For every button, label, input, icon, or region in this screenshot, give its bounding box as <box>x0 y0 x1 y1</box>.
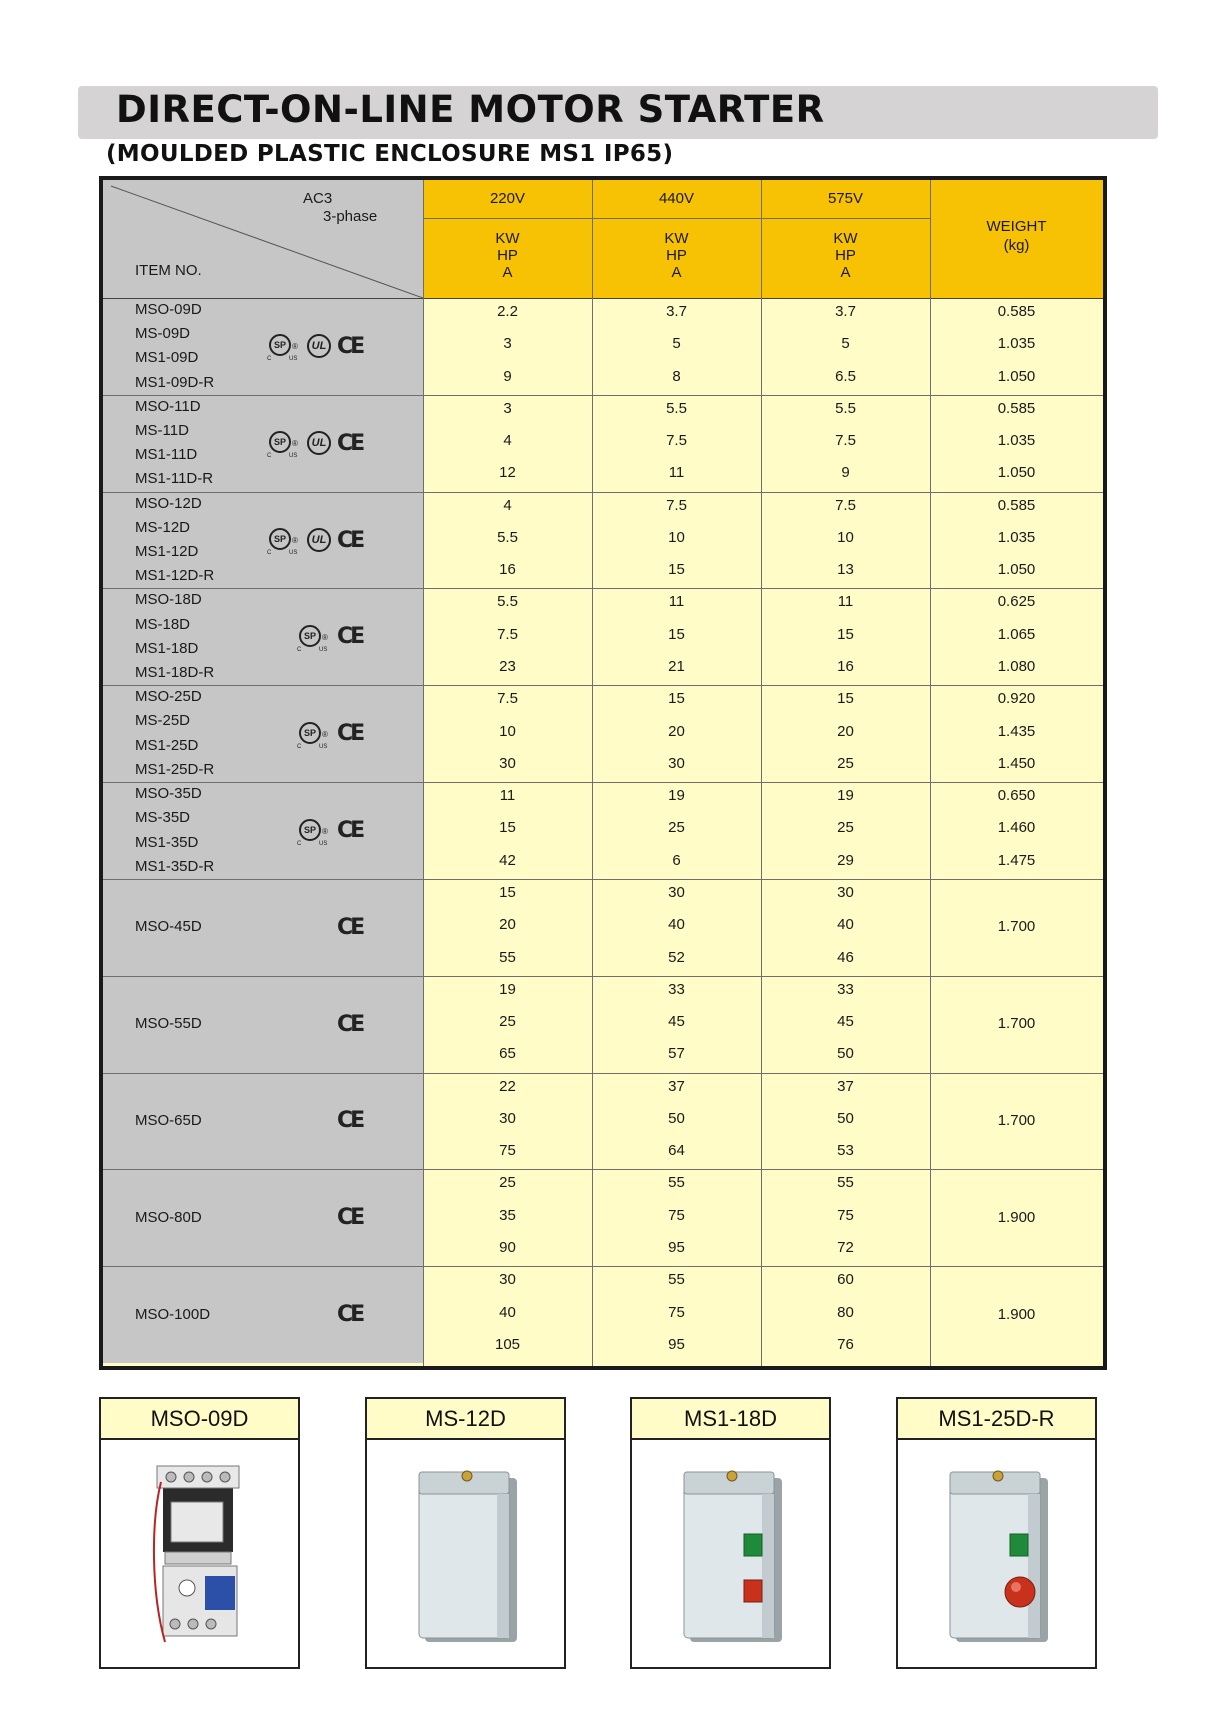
weight-value: 1.050 <box>997 367 1036 385</box>
unit-header-2 <box>761 218 930 298</box>
group-divider <box>103 879 1103 880</box>
rating-value: 30 <box>499 1109 516 1127</box>
rating-value: 64 <box>668 1142 685 1160</box>
rating-value: 50 <box>837 1045 854 1063</box>
ce-cert-icon: CE <box>337 1205 363 1231</box>
csa-c-mark: C <box>297 646 302 653</box>
rating-value: 21 <box>668 658 685 676</box>
item-number: MS-35D <box>135 809 191 827</box>
group-divider <box>103 1169 1103 1170</box>
relay-dial <box>179 1580 195 1596</box>
csa-cert-icon <box>267 526 301 557</box>
rating-value: 65 <box>499 1045 516 1063</box>
weight-header-label: WEIGHT <box>986 218 1047 235</box>
ce-cert-icon: CE <box>337 333 363 359</box>
rating-value: 13 <box>837 561 854 579</box>
weight-value: 1.450 <box>997 754 1036 772</box>
enclosure-body <box>419 1472 509 1638</box>
rating-value: 3 <box>503 335 512 353</box>
unit-label-kw: KW <box>495 230 520 247</box>
csa-cert-icon <box>297 623 331 651</box>
rating-value: 20 <box>668 722 685 740</box>
item-number: MSO-18D <box>135 591 202 609</box>
item-number: MSO-100D <box>135 1305 211 1323</box>
weight-value: 1.900 <box>997 1208 1036 1226</box>
rating-value: 8 <box>672 367 681 385</box>
cert-marks <box>297 623 362 651</box>
rating-value: 80 <box>837 1303 854 1321</box>
rating-value: 53 <box>837 1142 854 1160</box>
item-number: MS-25D <box>135 712 191 730</box>
rating-value: 3.7 <box>835 303 856 320</box>
rating-value: 52 <box>668 948 685 966</box>
rating-value: 6.5 <box>835 367 856 385</box>
ul-cert-icon: UL <box>307 431 331 455</box>
rating-value: 75 <box>837 1206 854 1224</box>
cert-marks <box>297 720 362 748</box>
cert-marks <box>267 429 363 460</box>
item-number: MS1-11D <box>135 446 198 464</box>
cert-marks <box>267 526 363 557</box>
cert-marks <box>267 332 363 363</box>
csa-cert-icon <box>297 720 331 748</box>
csa-registered-mark: ® <box>322 729 328 739</box>
cert-marks <box>337 1204 362 1232</box>
csa-c-mark: C <box>267 356 272 363</box>
rating-value: 60 <box>837 1271 854 1289</box>
item-number: MSO-45D <box>135 918 202 936</box>
ce-cert-icon: CE <box>337 1011 363 1037</box>
rating-value: 7.5 <box>666 496 687 514</box>
ce-cert-icon: CE <box>337 430 363 456</box>
rating-value: 11 <box>499 787 516 805</box>
csa-c-mark: C <box>297 840 302 847</box>
page-subtitle: (MOULDED PLASTIC ENCLOSURE MS1 IP65) <box>106 141 674 167</box>
terminal-screw <box>206 1619 216 1629</box>
item-number: MSO-65D <box>135 1111 202 1129</box>
rating-value: 30 <box>668 883 685 901</box>
item-number: MSO-80D <box>135 1208 202 1226</box>
csa-cert-icon <box>267 332 301 363</box>
rating-value: 4 <box>503 432 512 450</box>
csa-ring: SP <box>269 528 291 550</box>
rating-value: 76 <box>837 1335 854 1353</box>
column-divider <box>761 180 762 1366</box>
group-divider <box>103 782 1103 783</box>
rating-value: 40 <box>499 1303 516 1321</box>
csa-cert-icon <box>267 429 301 460</box>
rating-value: 19 <box>668 787 685 805</box>
header-ac3-label: AC3 <box>303 190 333 207</box>
cert-marks <box>337 1301 362 1329</box>
voltage-label: 220V <box>489 190 526 207</box>
csa-us-mark: US <box>289 550 298 557</box>
group-divider <box>103 976 1103 977</box>
rating-value: 5 <box>672 335 681 353</box>
rating-value: 15 <box>837 690 854 708</box>
rating-value: 25 <box>837 754 854 772</box>
weight-value: 1.460 <box>997 819 1036 837</box>
rating-value: 15 <box>668 561 685 579</box>
rating-value: 29 <box>837 851 854 869</box>
weight-value: 0.585 <box>997 496 1036 514</box>
group-divider <box>103 1266 1103 1267</box>
voltage-label: 575V <box>827 190 864 207</box>
item-number: MS1-09D-R <box>135 373 215 391</box>
mounting-rail <box>165 1552 231 1564</box>
csa-c-mark: C <box>267 550 272 557</box>
rating-value: 57 <box>668 1045 685 1063</box>
weight-unit-label: (kg) <box>1003 237 1030 254</box>
rating-value: 55 <box>837 1174 854 1192</box>
weight-value: 1.700 <box>997 1111 1036 1129</box>
product-image <box>101 1442 298 1667</box>
unit-label-a: A <box>671 264 682 281</box>
item-number: MSO-35D <box>135 785 202 803</box>
voltage-label: 440V <box>658 190 695 207</box>
unit-header-0 <box>423 218 592 298</box>
item-number: MSO-55D <box>135 1015 202 1033</box>
group-divider <box>103 395 1103 396</box>
cover-screw <box>462 1471 472 1481</box>
product-label: MSO-09D <box>101 1399 298 1440</box>
rating-value: 75 <box>499 1142 516 1160</box>
rating-value: 30 <box>499 1271 516 1289</box>
rating-value: 11 <box>668 464 685 482</box>
weight-value: 1.050 <box>997 561 1036 579</box>
item-number: MSO-25D <box>135 688 202 706</box>
column-divider <box>423 180 424 1366</box>
rating-value: 5.5 <box>835 399 856 417</box>
ce-cert-icon: CE <box>337 914 363 940</box>
terminal-screw <box>166 1472 176 1482</box>
csa-cert-icon <box>297 817 331 845</box>
rating-value: 75 <box>668 1206 685 1224</box>
rating-value: 55 <box>668 1271 685 1289</box>
product-panel <box>630 1397 831 1669</box>
ce-cert-icon: CE <box>337 624 363 650</box>
product-image <box>632 1442 829 1667</box>
item-number: MS1-09D <box>135 349 199 367</box>
rating-value: 55 <box>499 948 516 966</box>
csa-us-mark: US <box>319 743 328 750</box>
cert-marks <box>297 817 362 845</box>
csa-us-mark: US <box>319 646 328 653</box>
rating-value: 20 <box>499 916 516 934</box>
enclosure-side <box>1028 1494 1040 1638</box>
csa-ring: SP <box>299 722 321 744</box>
product-label: MS1-18D <box>632 1399 829 1440</box>
cert-marks <box>337 1010 362 1038</box>
enclosure-side <box>497 1494 509 1638</box>
rating-value: 37 <box>837 1077 854 1095</box>
ce-cert-icon: CE <box>337 818 363 843</box>
ul-cert-icon: UL <box>307 334 331 358</box>
weight-value: 1.035 <box>997 335 1036 353</box>
rating-value: 3.7 <box>666 303 687 320</box>
cover-screw <box>993 1471 1003 1481</box>
csa-ring: SP <box>269 334 291 356</box>
relay-dial-panel <box>205 1576 235 1610</box>
unit-label-kw: KW <box>664 230 689 247</box>
product-panel <box>99 1397 300 1669</box>
csa-c-mark: C <box>267 453 272 460</box>
rating-value: 15 <box>837 625 854 643</box>
ce-cert-icon: CE <box>337 721 363 747</box>
rating-value: 50 <box>668 1109 685 1127</box>
unit-label-a: A <box>502 264 513 281</box>
product-panel <box>365 1397 566 1669</box>
rating-value: 15 <box>668 625 685 643</box>
rating-value: 33 <box>837 980 854 998</box>
stop-button <box>744 1580 762 1602</box>
rating-value: 25 <box>499 1174 516 1192</box>
rating-value: 15 <box>499 883 516 901</box>
rating-value: 50 <box>837 1109 854 1127</box>
unit-label-hp: HP <box>497 247 518 264</box>
terminal-screw <box>188 1619 198 1629</box>
rating-value: 30 <box>668 754 685 772</box>
rating-value: 40 <box>668 916 685 934</box>
rating-value: 5.5 <box>497 528 518 546</box>
weight-value: 0.650 <box>997 787 1036 805</box>
weight-value: 1.065 <box>997 625 1036 643</box>
rating-value: 16 <box>837 658 854 676</box>
csa-c-mark: C <box>297 743 302 750</box>
rating-value: 3 <box>503 399 512 417</box>
header-divider <box>423 218 930 219</box>
start-button <box>1010 1534 1028 1556</box>
rating-value: 40 <box>837 916 854 934</box>
unit-label-hp: HP <box>835 247 856 264</box>
rating-value: 46 <box>837 948 854 966</box>
csa-registered-mark: ® <box>322 632 328 642</box>
item-number: MS1-35D <box>135 833 199 851</box>
rating-value: 11 <box>837 593 854 611</box>
rating-value: 7.5 <box>835 432 856 450</box>
rating-value: 9 <box>503 367 512 385</box>
rating-value: 55 <box>668 1174 685 1192</box>
product-panel <box>896 1397 1097 1669</box>
rating-value: 33 <box>668 980 685 998</box>
product-image <box>367 1442 564 1667</box>
start-button <box>744 1534 762 1556</box>
csa-registered-mark: ® <box>292 439 298 449</box>
rating-value: 20 <box>837 722 854 740</box>
ce-cert-icon: CE <box>337 527 363 553</box>
rating-value: 25 <box>837 819 854 837</box>
weight-value: 1.700 <box>997 1015 1036 1033</box>
weight-value: 1.700 <box>997 918 1036 936</box>
rating-value: 10 <box>668 528 685 546</box>
item-number: MS1-11D-R <box>135 470 214 488</box>
rating-value: 11 <box>668 593 685 611</box>
rating-value: 19 <box>499 980 516 998</box>
header-corner <box>103 180 423 298</box>
ce-cert-icon: CE <box>337 1302 363 1328</box>
unit-label-hp: HP <box>666 247 687 264</box>
product-label: MS1-25D-R <box>898 1399 1095 1440</box>
terminal-screw <box>202 1472 212 1482</box>
group-divider <box>103 492 1103 493</box>
item-number: MS-11D <box>135 422 189 440</box>
weight-value: 0.585 <box>997 399 1036 417</box>
rating-value: 25 <box>668 819 685 837</box>
rating-value: 72 <box>837 1238 854 1256</box>
column-divider <box>930 180 931 1366</box>
rating-value: 2.2 <box>497 303 518 320</box>
rating-value: 7.5 <box>497 690 518 708</box>
terminal-screw <box>184 1472 194 1482</box>
header-diagonal <box>103 180 423 298</box>
rating-value: 23 <box>499 658 516 676</box>
rating-value: 5.5 <box>666 399 687 417</box>
item-number: MS1-18D-R <box>135 664 215 682</box>
header-item-label: ITEM NO. <box>135 262 202 279</box>
item-number: MSO-09D <box>135 301 202 318</box>
rating-value: 105 <box>494 1335 521 1353</box>
rating-value: 75 <box>668 1303 685 1321</box>
weight-value: 1.900 <box>997 1305 1036 1323</box>
group-divider <box>103 588 1103 589</box>
csa-registered-mark: ® <box>322 826 328 836</box>
cert-marks <box>337 1107 362 1135</box>
ce-cert-icon: CE <box>337 1108 363 1134</box>
header-bottom-divider <box>103 298 1103 299</box>
voltage-header-1 <box>592 180 761 218</box>
weight-value: 0.585 <box>997 303 1036 320</box>
rating-value: 15 <box>499 819 516 837</box>
rating-value: 30 <box>837 883 854 901</box>
terminal-screw <box>170 1619 180 1629</box>
unit-header-1 <box>592 218 761 298</box>
item-number: MS-09D <box>135 325 191 343</box>
item-number: MS1-35D-R <box>135 857 215 875</box>
rating-value: 30 <box>499 754 516 772</box>
csa-registered-mark: ® <box>292 342 298 352</box>
weight-header <box>930 180 1103 298</box>
weight-value: 1.050 <box>997 464 1036 482</box>
rating-value: 7.5 <box>497 625 518 643</box>
rating-value: 19 <box>837 787 854 805</box>
enclosure-side <box>762 1494 774 1638</box>
rating-value: 7.5 <box>835 496 856 514</box>
group-divider <box>103 685 1103 686</box>
csa-ring: SP <box>269 431 291 453</box>
column-divider <box>592 180 593 1366</box>
csa-us-mark: US <box>289 356 298 363</box>
item-number: MS1-12D-R <box>135 567 215 585</box>
weight-value: 1.080 <box>997 658 1036 676</box>
ul-cert-icon: UL <box>307 528 331 552</box>
rating-value: 95 <box>668 1335 685 1353</box>
item-number: MS1-18D <box>135 639 199 657</box>
rating-value: 5 <box>841 335 850 353</box>
header-phase-label: 3-phase <box>323 208 378 225</box>
weight-value: 1.435 <box>997 722 1036 740</box>
unit-label-a: A <box>840 264 851 281</box>
voltage-header-0 <box>423 180 592 218</box>
csa-ring: SP <box>299 819 321 841</box>
rating-value: 4 <box>503 496 512 514</box>
rating-value: 22 <box>499 1077 516 1095</box>
weight-value: 0.625 <box>997 593 1036 611</box>
rating-value: 12 <box>499 464 516 482</box>
spec-table <box>99 176 1107 1370</box>
page-title: DIRECT-ON-LINE MOTOR STARTER <box>116 88 825 131</box>
item-number: MS1-25D <box>135 736 199 754</box>
item-number: MS-18D <box>135 615 191 633</box>
rating-value: 16 <box>499 561 516 579</box>
rating-value: 45 <box>668 1013 685 1031</box>
rating-value: 15 <box>668 690 685 708</box>
rating-value: 42 <box>499 851 516 869</box>
header-diagonal-line <box>111 186 423 298</box>
terminal-screw <box>220 1472 230 1482</box>
item-number: MS-12D <box>135 518 191 536</box>
rating-value: 95 <box>668 1238 685 1256</box>
contactor-face <box>171 1502 223 1542</box>
weight-value: 1.035 <box>997 432 1036 450</box>
product-label: MS-12D <box>367 1399 564 1440</box>
weight-value: 1.035 <box>997 528 1036 546</box>
csa-us-mark: US <box>289 453 298 460</box>
weight-value: 0.920 <box>997 690 1036 708</box>
emergency-stop-button <box>1005 1577 1035 1607</box>
voltage-header-2 <box>761 180 930 218</box>
emergency-stop-highlight <box>1011 1582 1021 1592</box>
weight-value: 1.475 <box>997 851 1036 869</box>
product-image <box>898 1442 1095 1667</box>
csa-registered-mark: ® <box>292 536 298 546</box>
rating-value: 45 <box>837 1013 854 1031</box>
csa-ring: SP <box>299 625 321 647</box>
item-number: MSO-11D <box>135 397 201 415</box>
csa-us-mark: US <box>319 840 328 847</box>
item-number: MSO-12D <box>135 494 202 512</box>
unit-label-kw: KW <box>833 230 858 247</box>
rating-value: 10 <box>499 722 516 740</box>
rating-value: 10 <box>837 528 854 546</box>
rating-value: 35 <box>499 1206 516 1224</box>
item-number: MS1-25D-R <box>135 760 215 778</box>
rating-value: 6 <box>672 851 681 869</box>
rating-value: 7.5 <box>666 432 687 450</box>
rating-value: 9 <box>841 464 850 482</box>
rating-value: 5.5 <box>497 593 518 611</box>
rating-value: 90 <box>499 1238 516 1256</box>
rating-value: 37 <box>668 1077 685 1095</box>
item-number: MS1-12D <box>135 543 199 561</box>
cert-marks <box>337 913 362 941</box>
rating-value: 25 <box>499 1013 516 1031</box>
cover-screw <box>727 1471 737 1481</box>
group-divider <box>103 1073 1103 1074</box>
